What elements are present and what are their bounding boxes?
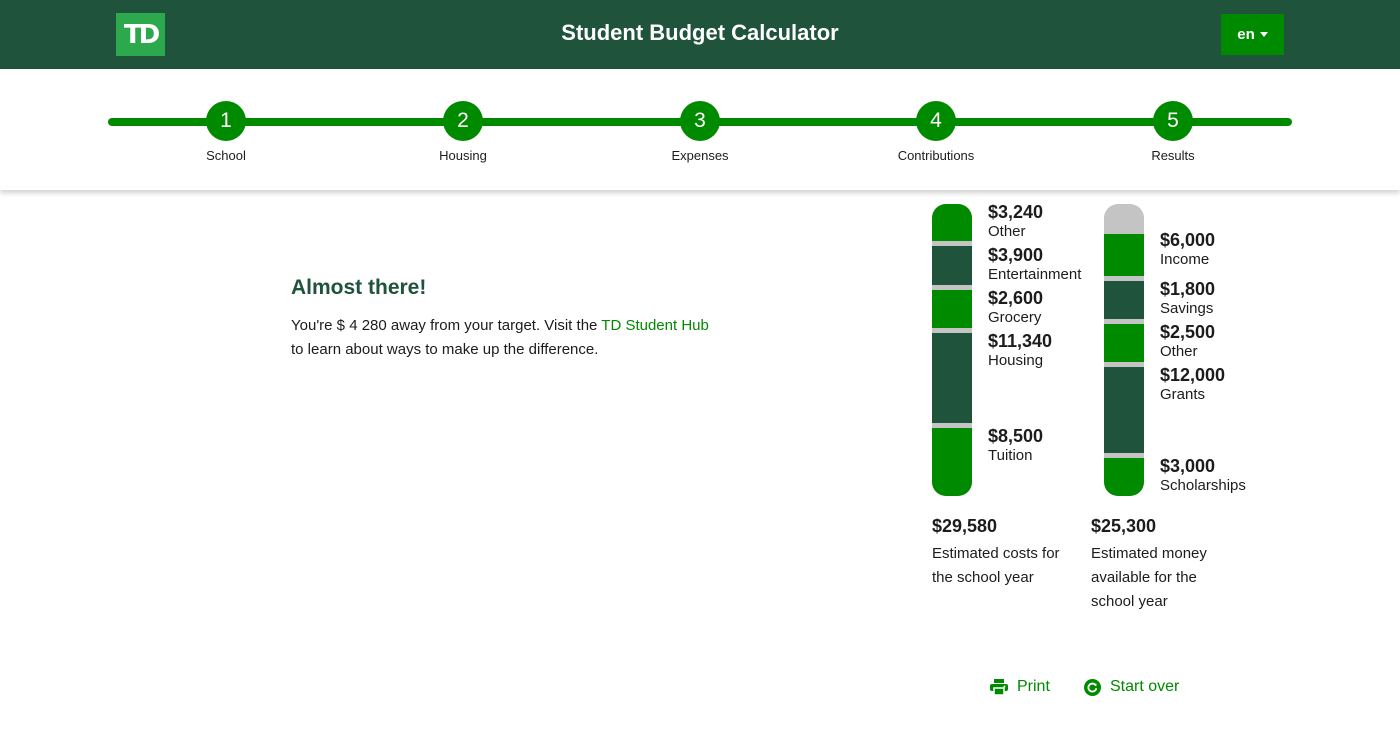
category: Housing bbox=[988, 352, 1044, 369]
step-school[interactable] bbox=[156, 101, 296, 163]
category: Other bbox=[1160, 343, 1198, 360]
category: Grocery bbox=[988, 309, 1042, 326]
money-label-income bbox=[1160, 231, 1215, 269]
money-label-scholarships bbox=[1160, 457, 1246, 495]
print-label: Print bbox=[1017, 678, 1050, 695]
step-label: Housing bbox=[439, 148, 487, 163]
money-segment-scholarships bbox=[1104, 458, 1144, 496]
result-text-after: to learn about ways to make up the difference. bbox=[291, 341, 599, 358]
costs-segment-entertainment bbox=[932, 246, 972, 285]
td-logo[interactable]: TD bbox=[116, 13, 165, 56]
costs-label-entertainment bbox=[988, 246, 1081, 284]
amount: $3,000 bbox=[1160, 456, 1216, 476]
amount: $12,000 bbox=[1160, 365, 1226, 385]
costs-label-grocery bbox=[988, 289, 1043, 327]
step-number: 5 bbox=[1153, 101, 1193, 141]
step-label: School bbox=[206, 148, 246, 163]
money-total bbox=[1091, 516, 1226, 614]
step-label: Contributions bbox=[897, 148, 975, 163]
costs-bar bbox=[932, 204, 972, 496]
step-results[interactable] bbox=[1103, 101, 1243, 163]
category: Income bbox=[1160, 251, 1210, 268]
costs-segment-grocery bbox=[932, 290, 972, 328]
costs-label-tuition bbox=[988, 427, 1043, 465]
total-description: Estimated money available for the school year bbox=[1091, 545, 1207, 610]
category: Entertainment bbox=[988, 266, 1082, 283]
category: Scholarships bbox=[1160, 477, 1246, 494]
header bbox=[0, 0, 1400, 69]
money-segment-savings bbox=[1104, 281, 1144, 319]
result-message bbox=[291, 276, 711, 362]
progress-stepper bbox=[0, 69, 1400, 190]
costs-total bbox=[932, 516, 1077, 590]
step-number: 3 bbox=[680, 101, 720, 141]
amount: $8,500 bbox=[988, 426, 1044, 446]
category: Savings bbox=[1160, 300, 1214, 317]
amount: $1,800 bbox=[1160, 279, 1216, 299]
costs-segment-other bbox=[932, 204, 972, 241]
total-description: Estimated costs for the school year bbox=[932, 545, 1060, 586]
step-number: 4 bbox=[916, 101, 956, 141]
step-expenses[interactable] bbox=[630, 101, 770, 163]
money-bar bbox=[1104, 204, 1144, 496]
page-title: Student Budget Calculator bbox=[561, 20, 839, 45]
money-segment-grants bbox=[1104, 367, 1144, 453]
printer-icon bbox=[990, 679, 1008, 695]
costs-segment-housing bbox=[932, 333, 972, 423]
amount: $11,340 bbox=[988, 331, 1053, 351]
step-label: Results bbox=[1151, 148, 1195, 163]
step-number: 2 bbox=[443, 101, 483, 141]
td-student-hub-link[interactable]: TD Student Hub bbox=[601, 317, 709, 334]
step-contributions[interactable] bbox=[866, 101, 1006, 163]
total-amount: $29,580 bbox=[932, 516, 998, 536]
amount: $3,240 bbox=[988, 202, 1044, 222]
start-over-button[interactable] bbox=[1084, 678, 1179, 696]
language-label: en bbox=[1237, 26, 1255, 43]
amount: $2,500 bbox=[1160, 322, 1216, 342]
chevron-down-icon bbox=[1260, 32, 1268, 37]
refresh-icon bbox=[1084, 679, 1101, 696]
category: Grants bbox=[1160, 386, 1206, 403]
language-dropdown[interactable] bbox=[1221, 14, 1284, 55]
costs-segment-tuition bbox=[932, 428, 972, 496]
step-label: Expenses bbox=[671, 148, 729, 163]
total-amount: $25,300 bbox=[1091, 516, 1157, 536]
costs-label-other bbox=[988, 203, 1043, 241]
result-title: Almost there! bbox=[291, 276, 427, 299]
print-button[interactable] bbox=[990, 678, 1050, 696]
money-label-other bbox=[1160, 323, 1215, 361]
step-number: 1 bbox=[206, 101, 246, 141]
amount: $6,000 bbox=[1160, 230, 1216, 250]
money-segment-income bbox=[1104, 234, 1144, 276]
money-label-grants bbox=[1160, 366, 1225, 404]
step-housing[interactable] bbox=[393, 101, 533, 163]
category: Tuition bbox=[988, 447, 1033, 464]
start-over-label: Start over bbox=[1110, 678, 1180, 695]
money-segment-other bbox=[1104, 324, 1144, 362]
amount: $2,600 bbox=[988, 288, 1044, 308]
result-text-before: You're $ 4 280 away from your target. Visit the bbox=[291, 317, 602, 334]
result-text bbox=[291, 314, 711, 362]
category: Other bbox=[988, 223, 1026, 240]
costs-label-housing bbox=[988, 332, 1052, 370]
money-label-savings bbox=[1160, 280, 1215, 318]
amount: $3,900 bbox=[988, 245, 1044, 265]
